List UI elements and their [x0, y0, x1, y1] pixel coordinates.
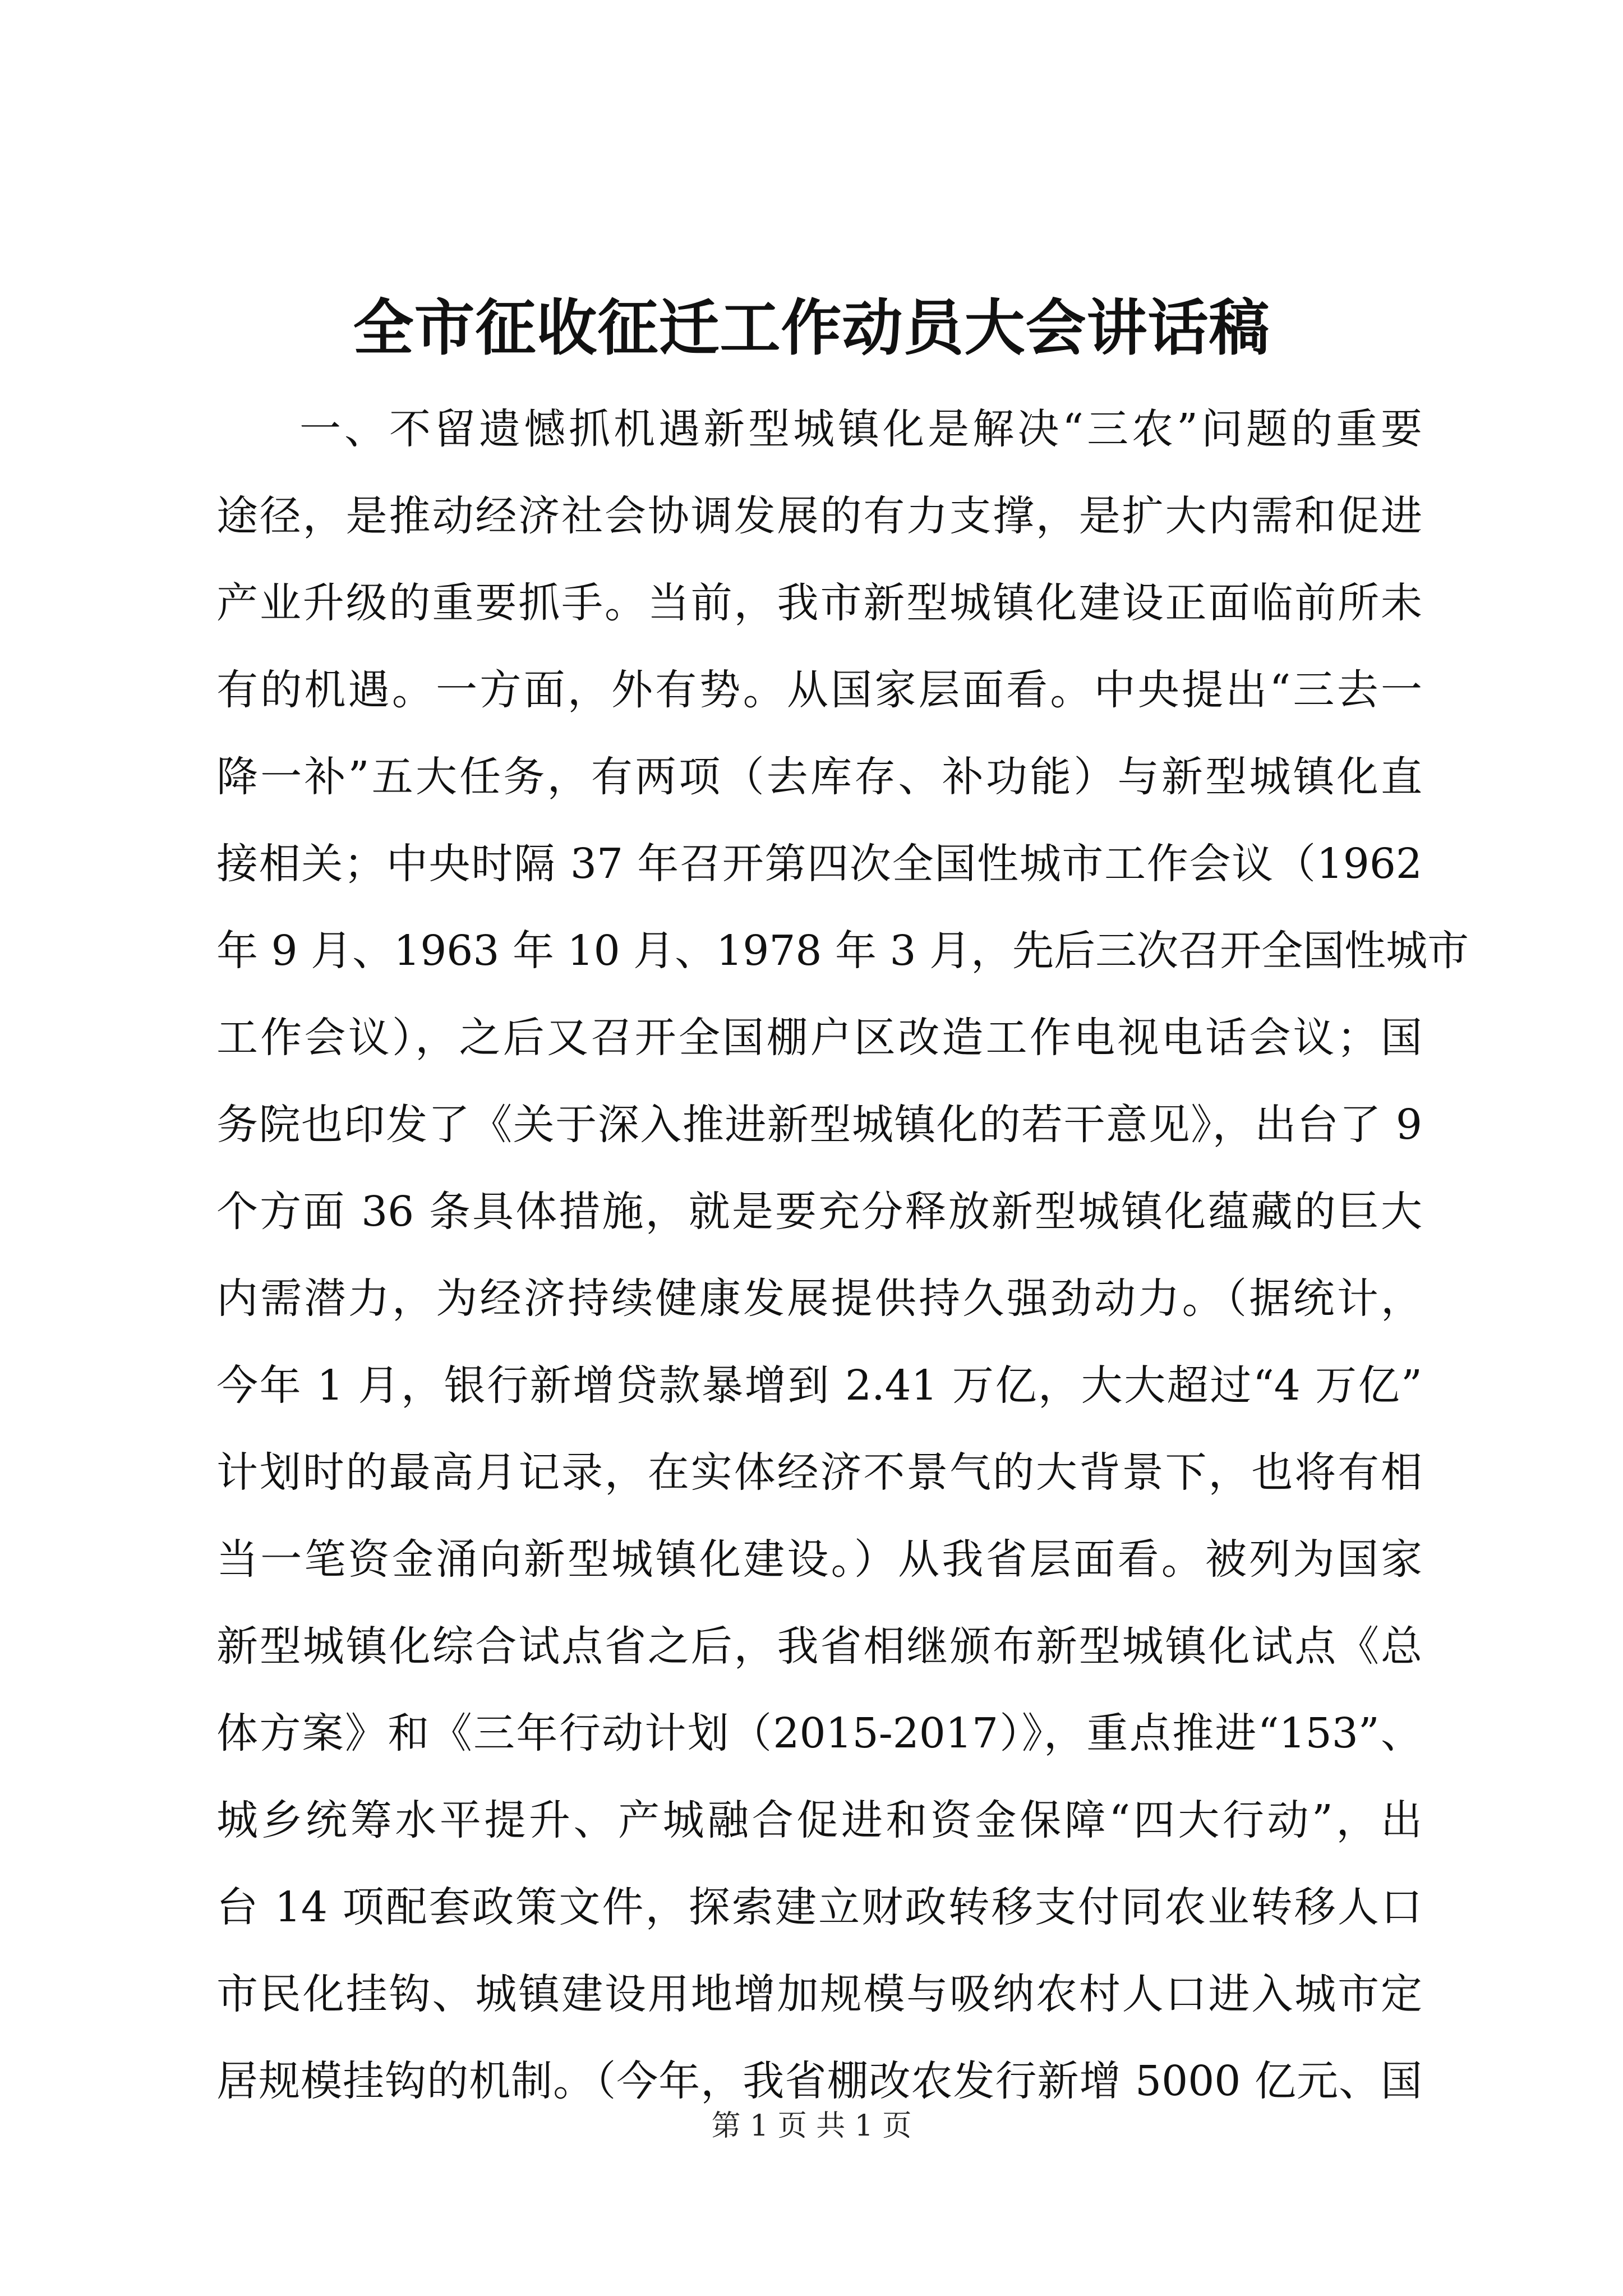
page-footer: 第 1 页 共 1 页	[711, 2109, 912, 2143]
paragraph-line: 产业升级的重要抓手。当前，我市新型城镇化建设正面临前所未	[216, 579, 1422, 627]
paragraph-line: 工作会议），之后又召开全国棚户区改造工作电视电话会议；国	[216, 1014, 1422, 1062]
paragraph-line: 居规模挂钩的机制。（今年，我省棚改农发行新增 5000 亿元、国	[216, 2057, 1422, 2105]
paragraph-line: 市民化挂钩、城镇建设用地增加规模与吸纳农村人口进入城市定	[216, 1970, 1422, 2018]
paragraph-line: 内需潜力，为经济持续健康发展提供持久强劲动力。（据统计，	[216, 1274, 1422, 1323]
paragraph-line: 接相关；中央时隔 37 年召开第四次全国性城市工作会议（1962	[216, 840, 1422, 888]
document-body	[216, 386, 1469, 2125]
paragraph-line: 降一补”五大任务，有两项（去库存、补功能）与新型城镇化直	[216, 753, 1422, 801]
paragraph-line: 城乡统筹水平提升、产城融合促进和资金保障“四大行动”，出	[216, 1796, 1422, 1844]
paragraph-line: 个方面 36 条具体措施，就是要充分释放新型城镇化蕴藏的巨大	[216, 1188, 1422, 1236]
paragraph-line: 途径，是推动经济社会协调发展的有力支撑，是扩大内需和促进	[216, 492, 1422, 540]
paragraph-line: 务院也印发了《关于深入推进新型城镇化的若干意见》，出台了 9	[216, 1101, 1422, 1149]
paragraph-line: 新型城镇化综合试点省之后，我省相继颁布新型城镇化试点《总	[216, 1622, 1422, 1671]
document-title: 全市征收征迁工作动员大会讲话稿	[353, 293, 1270, 364]
paragraph-line: 今年 1 月，银行新增贷款暴增到 2.41 万亿，大大超过“4 万亿”	[216, 1361, 1422, 1410]
paragraph-line: 体方案》和《三年行动计划（2015-2017）》，重点推进“153”、	[216, 1709, 1422, 1757]
paragraph-line: 一、不留遗憾抓机遇新型城镇化是解决“三农”问题的重要	[299, 405, 1422, 453]
paragraph-line: 当一笔资金涌向新型城镇化建设。）从我省层面看。被列为国家	[216, 1535, 1422, 1584]
paragraph-line: 有的机遇。一方面，外有势。从国家层面看。中央提出“三去一	[216, 666, 1422, 714]
paragraph-line: 年 9 月、1963 年 10 月、1978 年 3 月，先后三次召开全国性城市	[216, 927, 1469, 975]
paragraph-line: 台 14 项配套政策文件，探索建立财政转移支付同农业转移人口	[216, 1883, 1422, 1931]
paragraph-line: 计划时的最高月记录，在实体经济不景气的大背景下，也将有相	[216, 1448, 1422, 1497]
